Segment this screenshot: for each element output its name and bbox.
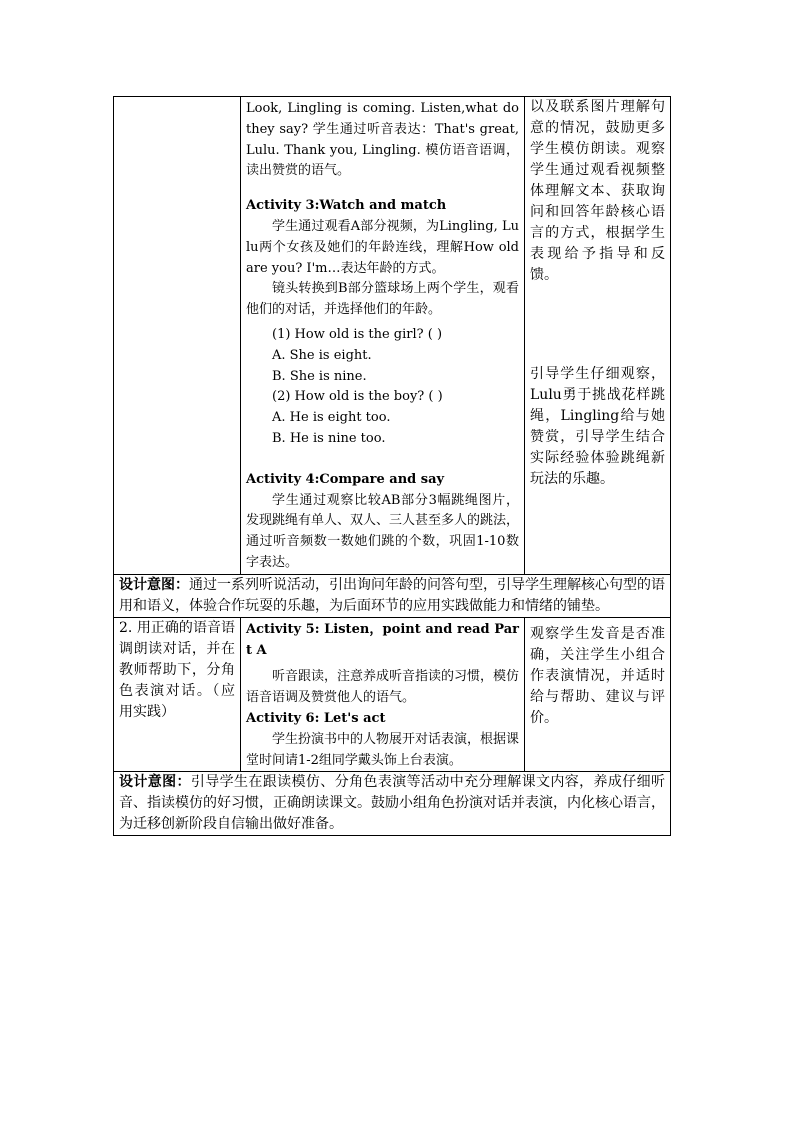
design-intent-1 — [114, 574, 671, 617]
objective-2-text: 2. 用正确的语音语调朗读对话，并在教师帮助下，分角色表演对话。（应用实践） — [119, 619, 235, 720]
activities-cell-2 — [241, 617, 525, 772]
activities-cell — [241, 97, 525, 575]
activity-3-paragraph-2: 镜头转换到B部分篮球场上两个学生，观看他们的对话，并选择他们的年龄。 — [246, 281, 519, 318]
question-1-option-b: B. She is nine. — [272, 368, 367, 384]
activity-4-paragraph: 学生通过观察比较AB部分3幅跳绳图片，发现跳绳有单人、双人、三人甚至多人的跳法，通过听音频数一数她们跳的个数，巩固1-10数字表达。 — [246, 492, 520, 570]
question-1-option-a: A. She is eight. — [272, 347, 372, 363]
assessment-2-text: 观察学生发音是否准确，关注学生小组合作表演情况，并适时给与帮助、建议与评价。 — [530, 625, 665, 726]
lesson-plan-table — [113, 96, 671, 836]
activity-5-paragraph: 听音跟读，注意养成听音指读的习惯，模仿语音语调及赞赏他人的语气。 — [246, 669, 520, 706]
design-intent-1-text: 通过一系列听说活动，引出询问年龄的问答句型，引导学生理解核心句型的语用和语义，体验合作玩耍的乐趣，为后面环节的应用实践做能力和情绪的铺垫。 — [119, 576, 665, 614]
question-2: (2) How old is the boy? ( ) — [272, 389, 443, 405]
activity-row-2 — [114, 617, 671, 772]
activity-6-title: Activity 6: Let's act — [246, 710, 386, 726]
design-intent-row-1 — [114, 574, 671, 617]
activity-3-title: Activity 3:Watch and match — [246, 198, 447, 214]
design-intent-row-2 — [114, 772, 671, 836]
activity-3-paragraph-1: 学生通过观看A部分视频，为Lingling, Lulu两个女孩及她们的年龄连线，理解How old are you? I'm…表达年龄的方式。 — [246, 218, 519, 276]
activity-5-title: Activity 5: Listen，point and read Part A — [246, 621, 519, 658]
assessment-text-1: 以及联系图片理解句意的情况，鼓励更多学生模仿朗读。观察学生通过观看视频整体理解文本、获取询问和回答年龄核心语言的方式，根据学生表现给予指导和反馈。 — [530, 99, 665, 283]
objective-cell-empty — [114, 97, 241, 575]
intro-paragraph: Look, Lingling is coming. Listen,what do they say? 学生通过听音表达：That's great, Lulu. Thank you, Lingling. 模仿语音语调，读出赞赏的语气。 — [246, 101, 519, 179]
activity-6-paragraph: 学生扮演书中的人物展开对话表演，根据课堂时间请1-2组同学戴头饰上台表演。 — [246, 731, 520, 768]
assessment-cell-2 — [525, 617, 671, 772]
question-2-option-a: A. He is eight too. — [272, 410, 391, 426]
activity-row-1 — [114, 97, 671, 575]
activity-4-title: Activity 4:Compare and say — [246, 471, 445, 487]
question-2-option-b: B. He is nine too. — [272, 430, 386, 446]
assessment-cell — [525, 97, 671, 575]
design-intent-2 — [114, 772, 671, 836]
design-intent-1-label: 设计意图： — [119, 576, 189, 593]
objective-cell-2 — [114, 617, 241, 772]
assessment-text-2: 引导学生仔细观察，Lulu勇于挑战花样跳绳，Lingling给与她赞赏，引导学生结合实际经验体验跳绳新玩法的乐趣。 — [530, 366, 665, 487]
question-1: (1) How old is the girl? ( ) — [272, 326, 443, 342]
design-intent-2-label: 设计意图： — [119, 774, 191, 791]
design-intent-2-text: 引导学生在跟读模仿、分角色表演等活动中充分理解课文内容，养成仔细听音、指读模仿的好习惯，正确朗读课文。鼓励小组角色扮演对话并表演，内化核心语言，为迁移创新阶段自信输出做好准备。 — [119, 774, 666, 833]
